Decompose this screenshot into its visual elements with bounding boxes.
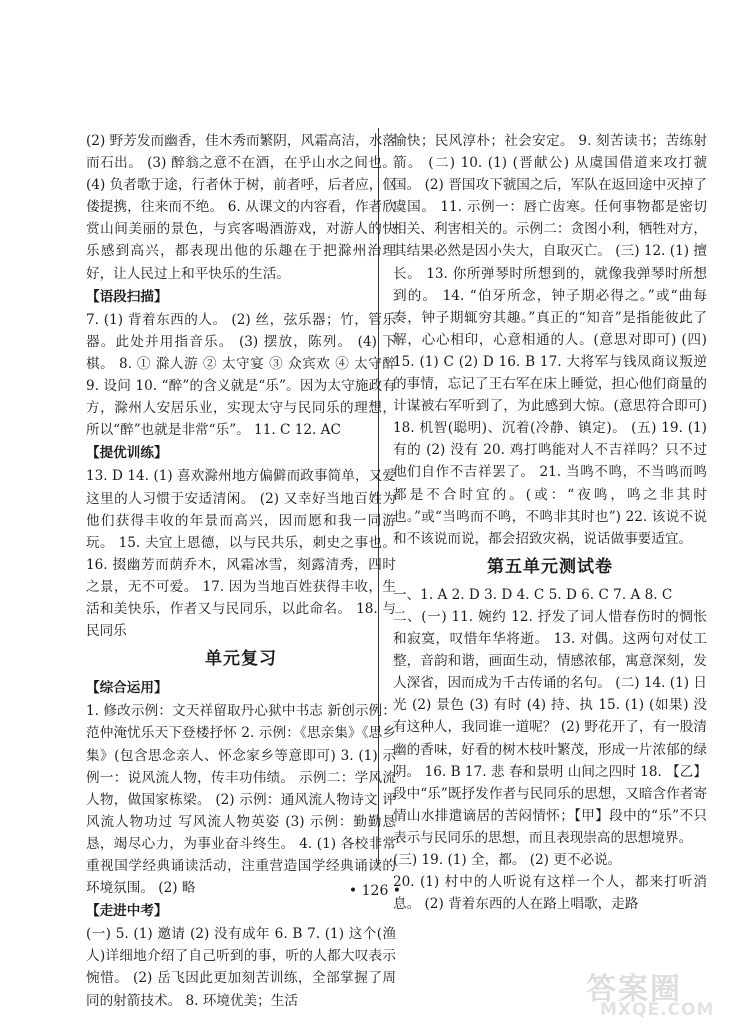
section-tag-comprehensive-use: 【综合运用】 (86, 680, 168, 697)
watermark-sub-text: MXQE.COM (600, 1000, 715, 1020)
section-tag-advanced-training: 【提优训练】 (86, 445, 168, 462)
left-column (86, 130, 396, 1012)
watermark-main-text: 答案圈 (586, 972, 682, 1007)
page-number: • 126 • (348, 883, 402, 899)
unit-five-test-heading: 第五单元测试卷 (487, 556, 613, 577)
test-part-two: 二、(一) 11. 婉约 12. 抒发了词人惜春伤时的惆怅和寂寞，叹惜年华将逝。 13. 对偶。这两句对仗工整，音韵和谐，画面生动，情感浓郁，寓意深刻，发人深省，因而成为千古传诵的名句。 (二) 14. (1) 日光 (2) 景色 (3) 有时 (4) 持、执 15. (1) (如果) 没有这种人，我同谁一道呢？ (2) 野花开了，有一股清幽的香味，好看的树木枝叶繁茂，形成一片浓郁的绿阴。 16. B 17. 悲 春和景明 山间之四时 18. 【乙】段中“乐”既抒发作者与民同乐的思想，又暗含作者寄情山水排遣谪居的苦闷情怀；【甲】段中的“乐”不只表示与民同乐的思想，而且表现崇高的思想境界。 (393, 608, 707, 846)
exam-practice-answers: (一) 5. (1) 邀请 (2) 没有成年 6. B 7. (1) 这个(渔人)详细地介绍了自己听到的事，听的人都大叹表示惋惜。 (2) 岳飞因此更加刻苦训练，全部掌握了周同的射箭技术。 8. 环境优美；生活 (86, 926, 396, 1009)
test-part-three: (三) 19. (1) 全，都。 (2) 更不必说。 (393, 852, 622, 868)
section-tag-reading-scan: 【语段扫描】 (86, 288, 168, 305)
right-column (393, 130, 707, 915)
comprehensive-use-answers: 1. 修改示例：文天祥留取丹心狱中书志 新创示例：范仲淹忧乐天下登楼抒怀 2. 示例：《思亲集》《思乡集》(包含思念亲人、怀念家乡等意即可) 3. (1) 示例一：说风流人物，传丰功伟绩。 示例二：学风流人物，做国家栋梁。 (2) 示例：通风流人物诗文 评风流人物功过 写风流人物英姿 (3) 示例：勤勤恳恳，竭尽心力，为事业奋斗终生。 4. (1) 各校非常重视国学经典诵读活动，注重营造国学经典诵读的环境氛围。 (2) 略 (86, 703, 396, 897)
section-tag-exam-practice: 【走进中考】 (86, 903, 168, 920)
unit-review-heading: 单元复习 (205, 649, 277, 670)
left-intro-text: (2) 野芳发而幽香，佳木秀而繁阴，风霜高洁，水落而石出。 (3) 醉翁之意不在酒，在乎山水之间也。 (4) 负者歌于途，行者休于树，前者呼，后者应，伛偻提携，往来而不绝。 6. 从课文的内容看，作者欣赏山间美丽的景色，与宾客喝酒游戏，对游人的快乐感到高兴，都表现出他的乐趣在于把滁州治理好，让人民过上和平快乐的生活。 (86, 133, 396, 282)
test-part-four: 20. (1) 村中的人听说有这样一个人，都来打听消息。 (2) 背着东西的人在路上唱歌，走路 (393, 874, 707, 913)
right-top-answers: 愉快；民风淳朴；社会安定。 9. 刻苦读书；苦练射箭。 (二) 10. (1) (晋献公) 从虞国借道来攻打虢国。 (2) 晋国攻下虢国之后，军队在返回途中灭掉了虞国。 11. 示例一：唇亡齿寒。任何事物都是密切相关、利害相关的。示例二：贪图小利，牺牲对方，其结果必然是因小失大，自取灭亡。 (三) 12. (1) 擅长。 13. 你所弹琴时所想到的，就像我弹琴时所想到的。 14. “伯牙所念，钟子期必得之。”或“曲每奏，钟子期辄穷其趣。”真正的“知音”是指能彼此了解，心心相印，心意相通的人。(意思对即可) (四) 15. (1) C (2) D 16. B 17. 大将军与钱凤商议叛逆的事情，忘记了王右军在床上睡觉，担心他们商量的计谋被右军听到了，为此感到大惊。(意思符合即可) 18. 机智(聪明)、沉着(冷静、镇定)。 (五) 19. (1) 有的 (2) 没有 20. 鸡打鸣能对人不吉祥吗？只不过他们自作不吉祥罢了。 21. 当鸣不鸣，不当鸣而鸣都是不合时宜的。(或：“夜鸣，鸣之非其时也。”或“当鸣而不鸣，不鸣非其时也”) 22. 该说不说和不该说而说，都会招致灾祸，说话做事要适宜。 (393, 133, 707, 547)
reading-scan-answers: 7. (1) 背着东西的人。 (2) 丝，弦乐器；竹，管乐器。此处并用指音乐。 (3) 摆放，陈列。 (4) 下棋。 8. ① 滁人游 ② 太守宴 ③ 众宾欢 ④ 太守醉 9. 设问 10. “醉”的含义就是“乐”。因为太守施政有方，滁州人安居乐业，实现太守与民同乐的理想，所以“醉”也就是非常“乐”。 11. C 12. AC (86, 311, 396, 439)
test-part-one: 一、1. A 2. D 3. D 4. C 5. D 6. C 7. A 8. C (393, 586, 673, 603)
watermark-logo (586, 964, 746, 1020)
advanced-training-answers: 13. D 14. (1) 喜欢滁州地方偏僻而政事简单，又爱这里的人习惯于安适清闲。 (2) 又幸好当地百姓为他们获得丰收的年景而高兴，因而愿和我一同游玩。 15. 夫宜上恩德，以与民共乐，刺史之事也。 16. 掇幽芳而荫乔木，风霜冰雪，刻露清秀，四时之景，无不可爱。 17. 因为当地百姓获得丰收，生活和美快乐，作者又与民同乐，以此命名。 18. 与民同乐 (86, 468, 396, 640)
